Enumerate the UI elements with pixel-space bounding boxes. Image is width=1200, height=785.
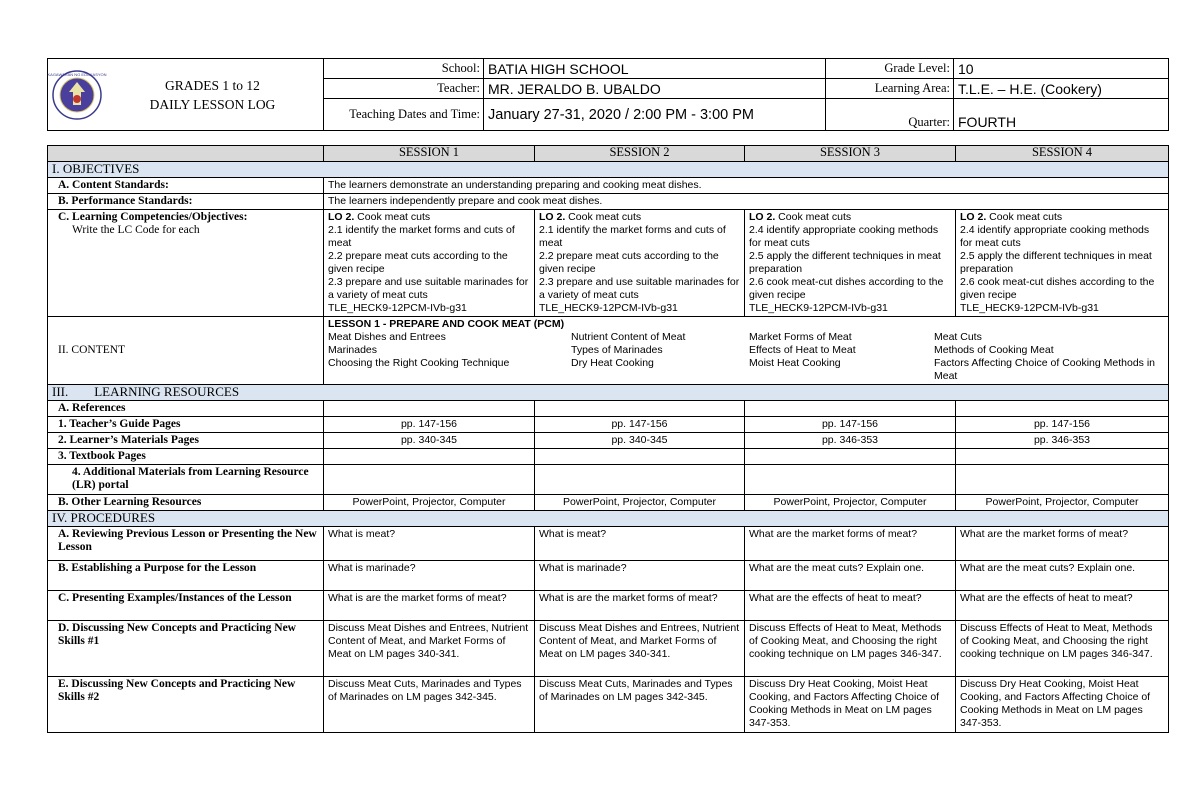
textbook-label: 3. Textbook Pages [48, 449, 324, 465]
references-label: A. References [48, 401, 324, 417]
quarter-value: FOURTH [954, 99, 1169, 131]
procedure-cell: What are the meat cuts? Explain one. [745, 561, 956, 591]
procedure-cell: Discuss Dry Heat Cooking, Moist Heat Cooking, and Factors Affecting Choice of Cooking Methods in Meat on LM pages 347-353. [956, 677, 1169, 733]
lc-line: 2.6 cook meat-cut dishes according to the given recipe [960, 276, 1155, 301]
textbook-cell [745, 449, 956, 465]
other-resources: PowerPoint, Projector, Computer [956, 495, 1169, 511]
procedure-cell: Discuss Effects of Heat to Meat, Methods of Cooking Meat, and Choosing the right cooking technique on LM pages 346-347. [956, 621, 1169, 677]
lo-number: LO 2. [960, 211, 987, 223]
topic-item: Moist Heat Cooking [749, 357, 841, 369]
procedure-cell: What are the meat cuts? Explain one. [956, 561, 1169, 591]
content-standards-label: A. Content Standards: [48, 178, 324, 194]
lesson-log-table [47, 145, 1169, 733]
objectives-heading: I. OBJECTIVES [48, 162, 1169, 178]
lc-line: 2.3 prepare and use suitable marinades for a variety of meat cuts [539, 276, 740, 301]
procedure-cell: What is marinade? [535, 561, 745, 591]
lc-code: TLE_HECK9-12PCM-IVb-g31 [960, 302, 1099, 314]
lc-line: 2.3 prepare and use suitable marinades for a variety of meat cuts [328, 276, 529, 301]
content-standards-text: The learners demonstrate an understanding preparing and cooking meat dishes. [324, 178, 1169, 194]
content-cell [324, 317, 1169, 385]
references-cell [956, 401, 1169, 417]
lc-code: TLE_HECK9-12PCM-IVb-g31 [539, 302, 678, 314]
session-4-header: SESSION 4 [956, 146, 1169, 162]
lo-title: Cook meat cuts [354, 211, 431, 223]
content-topics [328, 331, 1164, 383]
lo-number: LO 2. [539, 211, 566, 223]
title-line2: DAILY LESSON LOG [149, 96, 276, 112]
procedure-cell: What are the market forms of meat? [745, 527, 956, 561]
teacher-label: Teacher: [324, 79, 484, 99]
procedure-a-label: A. Reviewing Previous Lesson or Presenting the New Lesson [48, 527, 324, 561]
learning-competencies-label [48, 210, 324, 317]
references-cell [535, 401, 745, 417]
learners-materials-pages: pp. 340-345 [324, 433, 535, 449]
school-value: BATIA HIGH SCHOOL [484, 59, 826, 79]
dates-value: January 27-31, 2020 / 2:00 PM - 3:00 PM [484, 99, 826, 131]
lo-title: Cook meat cuts [565, 211, 642, 223]
topic-item: Methods of Cooking Meat [934, 344, 1054, 356]
procedure-d-label: D. Discussing New Concepts and Practicing New Skills #1 [48, 621, 324, 677]
additional-materials-cell [745, 465, 956, 495]
area-value: T.L.E. – H.E. (Cookery) [954, 79, 1169, 99]
session-1-header: SESSION 1 [324, 146, 535, 162]
topic-item: Meat Dishes and Entrees [328, 331, 446, 343]
topic-item: Types of Marinades [571, 344, 663, 356]
blank-corner-cell [48, 146, 324, 162]
lc-line: 2.2 prepare meat cuts according to the given recipe [328, 250, 508, 275]
procedure-cell: What is meat? [535, 527, 745, 561]
textbook-cell [324, 449, 535, 465]
session-2-header: SESSION 2 [535, 146, 745, 162]
lc-line: 2.4 identify appropriate cooking methods for meat cuts [960, 224, 1150, 249]
lc-session-3 [745, 210, 956, 317]
logo-cell [48, 59, 324, 131]
log-title [102, 76, 323, 114]
session-header-row [48, 146, 1169, 162]
procedure-cell: Discuss Meat Dishes and Entrees, Nutrient Content of Meat, and Market Forms of Meat on LM pages 340-341. [535, 621, 745, 677]
quarter-label: Quarter: [826, 99, 954, 131]
area-label: Learning Area: [826, 79, 954, 99]
procedure-cell: What is marinade? [324, 561, 535, 591]
learners-materials-label: 2. Learner’s Materials Pages [48, 433, 324, 449]
learners-materials-pages: pp. 346-353 [956, 433, 1169, 449]
procedure-c-label: C. Presenting Examples/Instances of the Lesson [48, 591, 324, 621]
learners-materials-pages: pp. 340-345 [535, 433, 745, 449]
lc-line: 2.4 identify appropriate cooking methods for meat cuts [749, 224, 939, 249]
grade-label: Grade Level: [826, 59, 954, 79]
additional-materials-cell [324, 465, 535, 495]
procedure-cell: What is are the market forms of meat? [324, 591, 535, 621]
other-resources: PowerPoint, Projector, Computer [745, 495, 956, 511]
topic-item: Meat Cuts [934, 331, 982, 343]
procedure-cell: Discuss Meat Cuts, Marinades and Types of Marinades on LM pages 342-345. [535, 677, 745, 733]
procedure-cell: Discuss Dry Heat Cooking, Moist Heat Cooking, and Factors Affecting Choice of Cooking Methods in Meat on LM pages 347-353. [745, 677, 956, 733]
title-line1: GRADES 1 to 12 [165, 77, 260, 93]
other-resources-label: B. Other Learning Resources [48, 495, 324, 511]
lc-line: 2.6 cook meat-cut dishes according to the given recipe [749, 276, 944, 301]
teachers-guide-pages: pp. 147-156 [745, 417, 956, 433]
teachers-guide-pages: pp. 147-156 [535, 417, 745, 433]
procedure-cell: What are the effects of heat to meat? [956, 591, 1169, 621]
teachers-guide-label: 1. Teacher’s Guide Pages [48, 417, 324, 433]
teacher-value: MR. JERALDO B. UBALDO [484, 79, 826, 99]
header-table [47, 58, 1169, 131]
topic-item: Dry Heat Cooking [571, 357, 654, 369]
references-cell [745, 401, 956, 417]
lc-code: TLE_HECK9-12PCM-IVb-g31 [328, 302, 467, 314]
resources-heading: III. LEARNING RESOURCES [48, 385, 1169, 401]
lc-line: 2.5 apply the different techniques in meat preparation [749, 250, 941, 275]
topic-item: Factors Affecting Choice of Cooking Methods in Meat [934, 357, 1156, 382]
lc-line: 2.5 apply the different techniques in meat preparation [960, 250, 1152, 275]
lc-session-2 [535, 210, 745, 317]
other-resources: PowerPoint, Projector, Computer [324, 495, 535, 511]
textbook-cell [535, 449, 745, 465]
lo-number: LO 2. [749, 211, 776, 223]
lesson-title: LESSON 1 - PREPARE AND COOK MEAT (PCM) [328, 318, 565, 330]
lc-line: 2.1 identify the market forms and cuts of meat [328, 224, 515, 249]
lo-title: Cook meat cuts [775, 211, 852, 223]
procedure-cell: What are the effects of heat to meat? [745, 591, 956, 621]
teachers-guide-pages: pp. 147-156 [956, 417, 1169, 433]
teachers-guide-pages: pp. 147-156 [324, 417, 535, 433]
procedure-cell: What is are the market forms of meat? [535, 591, 745, 621]
lc-line: 2.1 identify the market forms and cuts of meat [539, 224, 726, 249]
lc-sublabel: Write the LC Code for each [72, 224, 200, 236]
topic-item: Market Forms of Meat [749, 331, 852, 343]
procedure-cell: Discuss Meat Dishes and Entrees, Nutrient Content of Meat, and Market Forms of Meat on LM pages 340-341. [324, 621, 535, 677]
additional-materials-cell [535, 465, 745, 495]
topic-item: Marinades [328, 344, 378, 356]
lc-session-4 [956, 210, 1169, 317]
textbook-cell [956, 449, 1169, 465]
performance-standards-text: The learners independently prepare and cook meat dishes. [324, 194, 1169, 210]
procedures-heading: IV. PROCEDURES [48, 511, 1169, 527]
deped-seal-icon [47, 70, 107, 120]
lc-session-1 [324, 210, 535, 317]
procedure-cell: What is meat? [324, 527, 535, 561]
performance-standards-label: B. Performance Standards: [48, 194, 324, 210]
topic-item: Nutrient Content of Meat [571, 331, 686, 343]
additional-materials-label: 4. Additional Materials from Learning Resource (LR) portal [48, 465, 324, 495]
procedure-cell: Discuss Effects of Heat to Meat, Methods of Cooking Meat, and Choosing the right cooking technique on LM pages 346-347. [745, 621, 956, 677]
lo-number: LO 2. [328, 211, 355, 223]
topic-item: Effects of Heat to Meat [749, 344, 856, 356]
lc-line: 2.2 prepare meat cuts according to the given recipe [539, 250, 719, 275]
procedure-b-label: B. Establishing a Purpose for the Lesson [48, 561, 324, 591]
procedure-cell: Discuss Meat Cuts, Marinades and Types of Marinades on LM pages 342-345. [324, 677, 535, 733]
grade-value: 10 [954, 59, 1169, 79]
topic-item: Choosing the Right Cooking Technique [328, 357, 510, 369]
lc-label: C. Learning Competencies/Objectives: [58, 211, 248, 223]
content-heading: II. CONTENT [48, 317, 324, 385]
lc-code: TLE_HECK9-12PCM-IVb-g31 [749, 302, 888, 314]
lo-title: Cook meat cuts [986, 211, 1063, 223]
seal-text: KAGAWARAN NG EDUKASYON [47, 71, 107, 77]
references-cell [324, 401, 535, 417]
procedure-e-label: E. Discussing New Concepts and Practicing New Skills #2 [48, 677, 324, 733]
other-resources: PowerPoint, Projector, Computer [535, 495, 745, 511]
learners-materials-pages: pp. 346-353 [745, 433, 956, 449]
school-label: School: [324, 59, 484, 79]
session-3-header: SESSION 3 [745, 146, 956, 162]
procedure-cell: What are the market forms of meat? [956, 527, 1169, 561]
additional-materials-cell [956, 465, 1169, 495]
dates-label: Teaching Dates and Time: [324, 99, 484, 131]
